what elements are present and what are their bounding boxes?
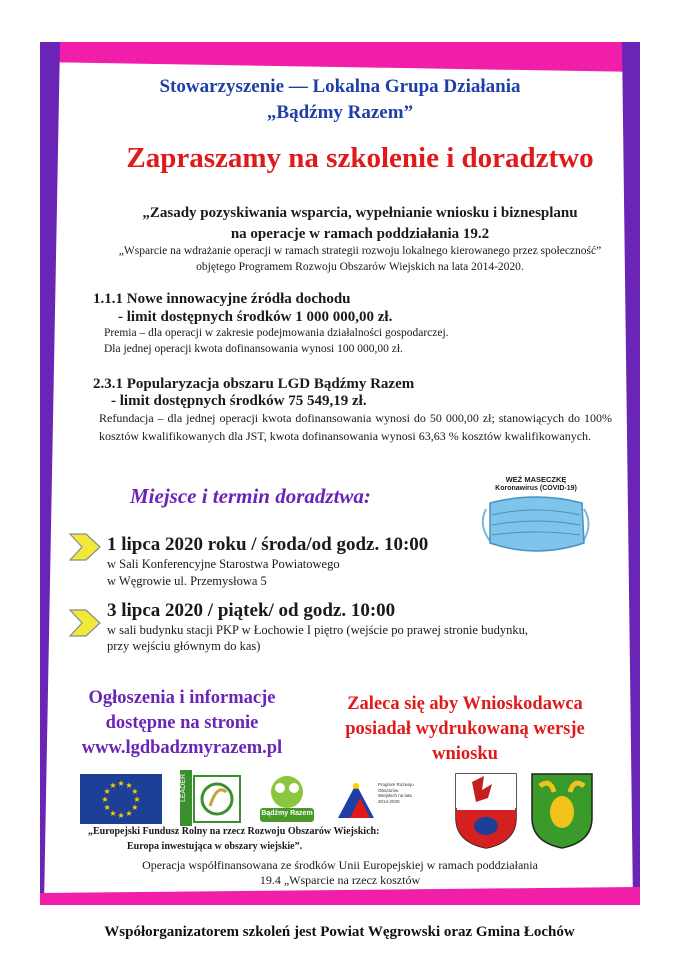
advice-block — [325, 692, 605, 767]
eu-star-icon: ★ — [131, 803, 139, 812]
bottom-magenta-band — [40, 887, 640, 905]
eu-star-icon: ★ — [109, 808, 117, 818]
date2-location-line-2: przy wejściu głównym do kas) — [107, 639, 261, 653]
eu-flag-icon — [80, 774, 162, 824]
subject-line-3: „Wsparcie na wdrażanie operacji w ramach strategii rozwoju lokalnego kierowanego przez społeczność” — [118, 245, 602, 257]
mask-subcaption: Koronawirus (COVID-19) — [495, 485, 577, 492]
date1-title: 1 lipca 2020 roku / środa/od godz. 10:00 — [107, 534, 429, 555]
prow-text: Program Rozwoju Obszarów Wiejskich na lata 2014-2020 — [378, 782, 414, 804]
organization-subname: „Bądźmy Razem” — [266, 102, 414, 123]
main-headline: Zapraszamy na szkolenie i doradztwo — [126, 142, 594, 174]
efrrow-line-1: „Europejski Fundusz Rolny na rzecz Rozwoju Obszarów Wiejskich: — [88, 826, 380, 837]
subject-line-2: na operacje w ramach poddziałania 19.2 — [230, 226, 490, 242]
organization-name: Stowarzyszenie — Lokalna Grupa Działania — [159, 76, 521, 97]
eu-star-icon: ★ — [117, 811, 125, 820]
section1-title: 1.1.1 Nowe innowacyjne źródła dochodu — [93, 291, 351, 307]
efrrow-line-2: Europa inwestująca w obszary wiejskie”. — [127, 841, 303, 852]
eu-star-icon: ★ — [133, 795, 141, 804]
section2-limit: - limit dostępnych środków 75 549,19 zł. — [111, 393, 367, 409]
prow-logo-icon — [334, 778, 414, 822]
info-line-1: Ogłoszenia i informacje — [88, 688, 276, 708]
leader-logo-icon — [180, 770, 244, 826]
footer-text: Współorganizatorem szkoleń jest Powiat Węgrowski oraz Gmina Łochów — [104, 924, 575, 940]
eu-star-icon: ★ — [125, 808, 133, 818]
chevron-right-icon — [68, 608, 102, 638]
gmina-coat-of-arms-icon — [530, 772, 594, 850]
info-block — [62, 686, 302, 761]
section1-note-2: Dla jednej operacji kwota dofinansowania wynosi 100 000,00 zł. — [104, 343, 403, 355]
cofinance-line-2: 19.4 „Wsparcie na rzecz kosztów — [259, 873, 421, 887]
eu-star-icon: ★ — [109, 781, 117, 791]
mask-caption: WEŹ MASECZKĘ — [505, 475, 567, 484]
subject-line-1: „Zasady pozyskiwania wsparcia, wypełnianie wniosku i biznesplanu — [142, 205, 578, 221]
date1-location-line-1: w Sali Konferencyjne Starostwa Powiatowego — [107, 557, 340, 571]
eu-star-icon: ★ — [131, 787, 139, 796]
advice-line-1: Zaleca się aby Wnioskodawca — [347, 694, 583, 714]
top-magenta-band — [40, 42, 640, 72]
section1-limit: - limit dostępnych środków 1 000 000,00 zł. — [118, 309, 393, 325]
website-link[interactable]: www.lgdbadzmyrazem.pl — [81, 738, 283, 758]
date2-title: 3 lipca 2020 / piątek/ od godz. 10:00 — [107, 600, 396, 621]
info-line-2: dostępne na stronie — [105, 713, 259, 733]
eu-star-icon: ★ — [101, 795, 109, 804]
subject-line-4: objętego Programem Rozwoju Obszarów Wiejskich na lata 2014-2020. — [196, 261, 524, 273]
section2-title: 2.3.1 Popularyzacja obszaru LGD Bądźmy Razem — [93, 376, 415, 392]
eu-star-icon: ★ — [103, 787, 111, 796]
leader-text: LEADER — [180, 774, 187, 803]
advice-line-2: posiadał wydrukowaną wersje — [345, 719, 585, 739]
badzmy-razem-logo-icon — [258, 774, 316, 824]
advice-line-3: wniosku — [432, 744, 498, 764]
cofinance-line-1: Operacja współfinansowana ze środków Unii Europejskiej w ramach poddziałania — [142, 858, 538, 872]
eu-star-icon: ★ — [117, 779, 125, 788]
date2-location-line-1: w sali budynku stacji PKP w Łochowie I piętro (wejście po prawej stronie budynku, — [107, 623, 528, 637]
eu-star-icon: ★ — [103, 803, 111, 812]
date1-location-line-2: w Węgrowie ul. Przemysłowa 5 — [107, 574, 267, 588]
chevron-right-icon — [68, 532, 102, 562]
place-title: Miejsce i termin doradztwa: — [130, 484, 371, 508]
section2-text: Refundacja – dla jednej operacji kwota dofinansowania wynosi do 50 000,00 zł; stanowiących do 100% kosztów kwalifikowanych dla JST, kwota dofinansowania wynosi 63,63 % kosztów kwalifikowanych. — [99, 411, 612, 443]
section1-note-1: Premia – dla operacji w zakresie podejmowania działalności gospodarczej. — [104, 327, 449, 339]
eu-star-icon: ★ — [125, 781, 133, 791]
badzmy-text: Bądźmy Razem — [261, 810, 313, 817]
powiat-coat-of-arms-icon — [454, 772, 518, 850]
